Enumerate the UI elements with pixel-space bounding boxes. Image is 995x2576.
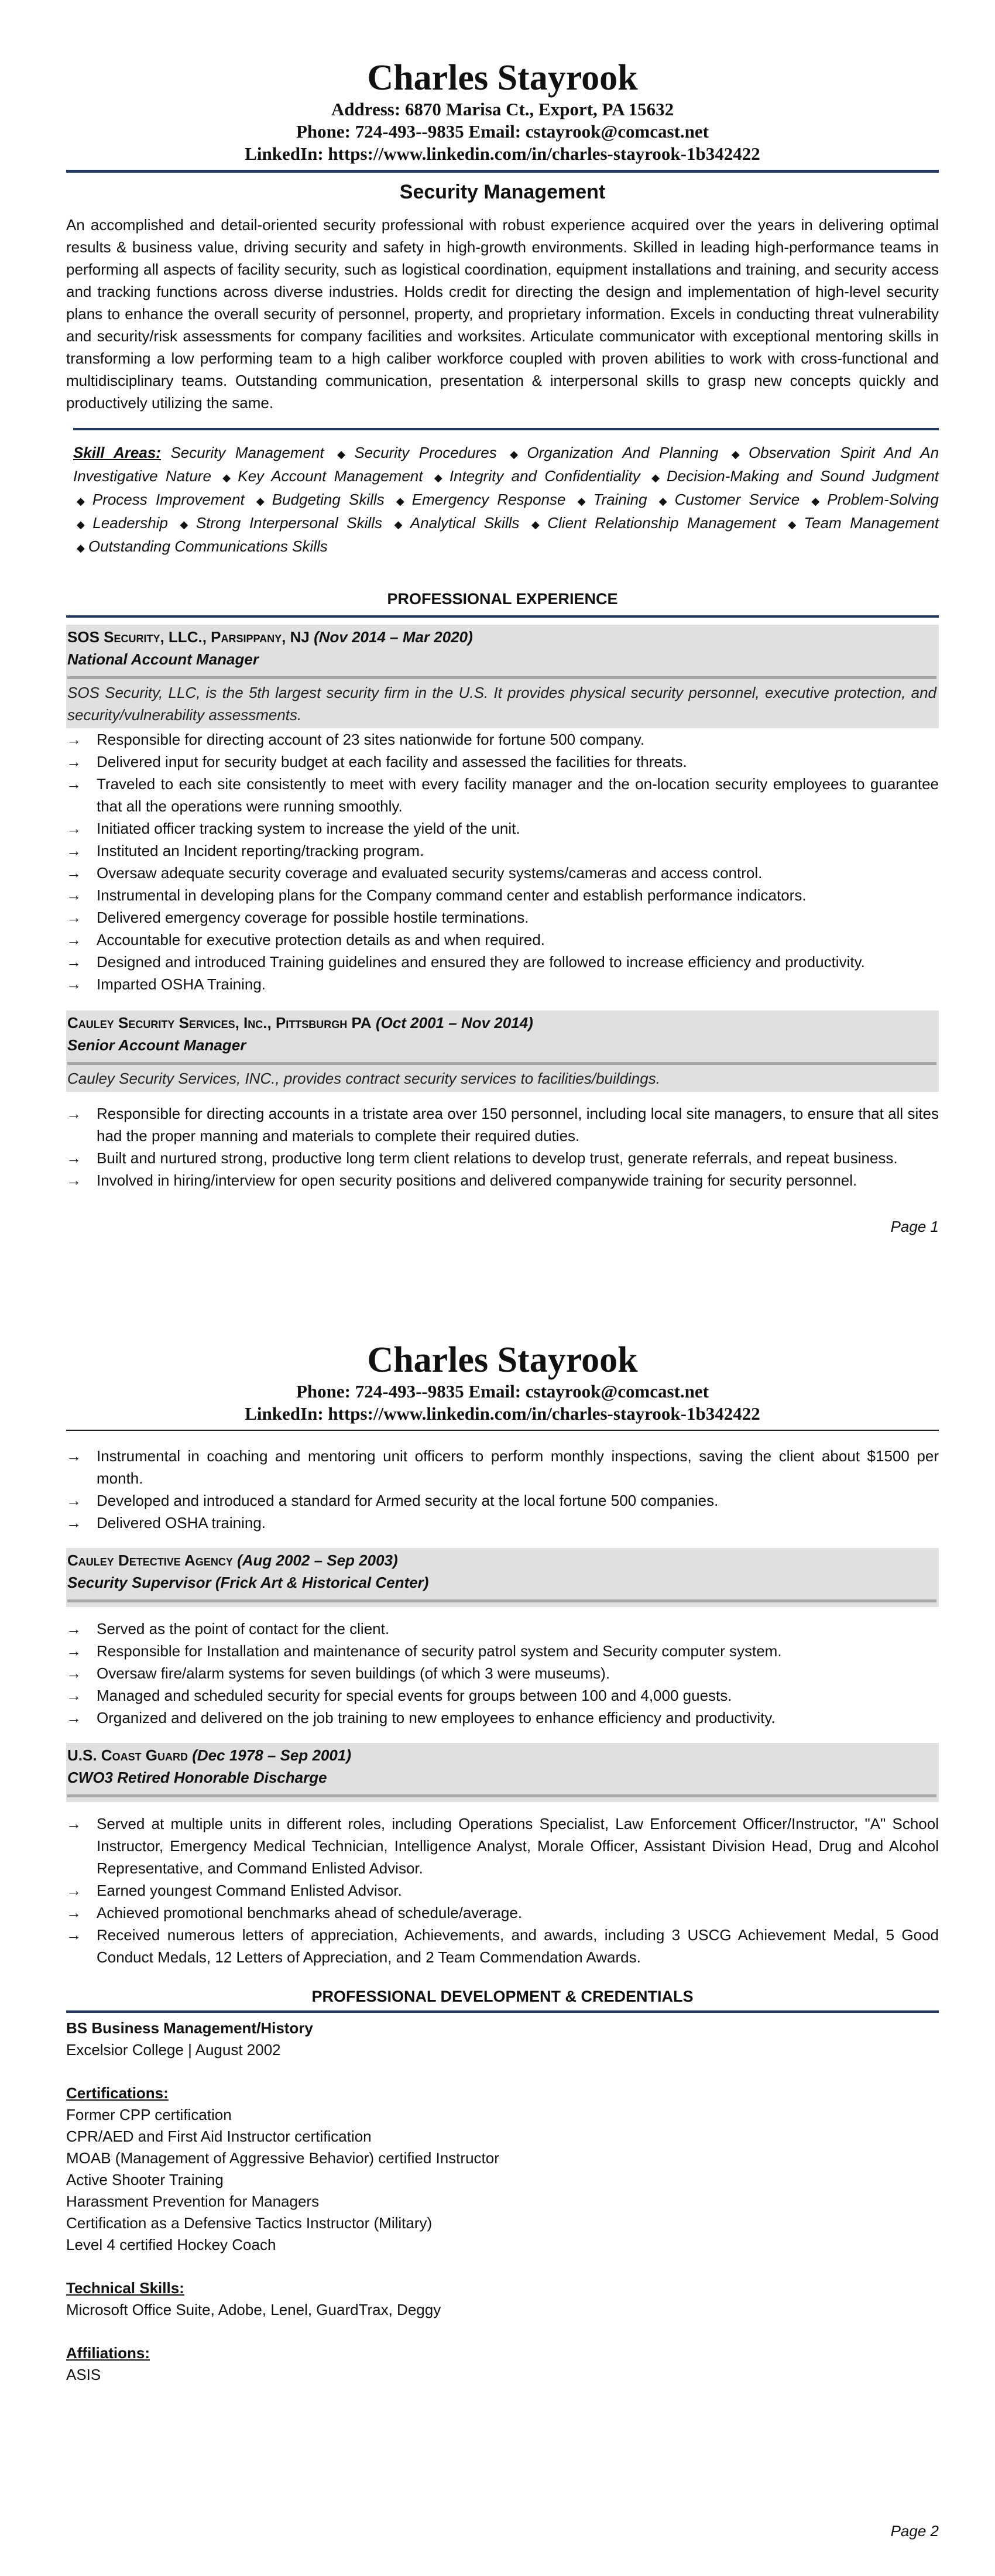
list-item [66, 1879, 939, 1902]
affiliations-label: Affiliations: [66, 2344, 150, 2362]
bullet-text: Instituted an Incident reporting/tracking program. [97, 842, 424, 859]
address: Address: 6870 Marisa Ct., Export, PA 15632 [331, 99, 674, 119]
page-number: Page 2 [890, 2522, 939, 2540]
list-item [66, 1707, 939, 1729]
bullet-text: Instrumental in developing plans for the Company command center and establish performance indicators. [97, 886, 807, 904]
skill-item: Budgeting Skills [272, 491, 385, 508]
bullet-text: Delivered input for security budget at each facility and assessed the facilities for threats. [97, 753, 687, 770]
technical-skills-label: Technical Skills: [66, 2279, 184, 2297]
list-item [66, 1640, 939, 1662]
linkedin-link[interactable]: LinkedIn: https://www.linkedin.com/in/charles-stayrook-1b342422 [245, 1403, 760, 1424]
job-cauley-detective [66, 1548, 939, 1729]
bullet-text: Built and nurtured strong, productive long term client relations to develop trust, generate referrals, and repeat business. [97, 1149, 898, 1167]
bullet-text: Delivered OSHA training. [97, 1514, 266, 1532]
right-arrow-icon: → [66, 775, 81, 793]
job-title: National Account Manager [67, 650, 259, 668]
page-number: Page 1 [890, 1218, 939, 1235]
list-item [66, 1169, 939, 1191]
job-dates: (Nov 2014 – Mar 2020) [314, 628, 473, 646]
skill-item: Outstanding Communications Skills [88, 537, 328, 555]
skill-item: Security Procedures [354, 444, 497, 461]
diamond-bullet-icon: ◆ [658, 495, 671, 507]
right-arrow-icon: → [66, 731, 81, 748]
diamond-bullet-icon: ◆ [577, 495, 590, 507]
list-item [66, 1445, 939, 1489]
list-item [66, 1489, 939, 1512]
list-item [66, 751, 939, 773]
skill-item: Decision-Making and Sound Judgment [667, 467, 939, 485]
right-arrow-icon: → [66, 1664, 81, 1682]
skill-areas [66, 442, 939, 559]
right-arrow-icon: → [66, 1926, 81, 1944]
right-arrow-icon: → [66, 1149, 81, 1167]
company-name: U.S. Coast Guard [67, 1746, 188, 1764]
right-arrow-icon: → [66, 1492, 81, 1509]
list-item [66, 773, 939, 817]
certifications-label: Certifications: [66, 2084, 169, 2102]
technical-skills: Microsoft Office Suite, Adobe, Lenel, GuardTrax, Deggy [66, 2301, 441, 2318]
list-item [66, 951, 939, 973]
bullet-text: Served at multiple units in different roles, including Operations Specialist, Law Enforcement Officer/Instructor, "A" School Instructor, Emergency Medical Technician, Intelligence Analyst, Morale Officer, Assistant Division Head, Drug and Alcohol Representative, and Command Enlisted Advisor. [97, 1815, 939, 1877]
diamond-bullet-icon: ◆ [396, 495, 409, 507]
list-item [66, 840, 939, 862]
certification-item: Harassment Prevention for Managers [66, 2193, 320, 2210]
summary: An accomplished and detail-oriented security professional with robust experience acquired over the years in delivering optimal results & business value, driving security and safety in high-growth environments. Skilled in leading high-performance teams in performing all aspects of facility security, such as logistical coordination, equipment installations and training, and security access and tracking functions across diverse industries. Holds credit for directing the design and implementation of high-level security plans to enhance the overall security of personnel, property, and proprietary information. Excels in conducting threat vulnerability and security/risk assessments for company facilities and worksites. Articulate communicator with exceptional mentoring skills in transforming a low performing team to a high caliber workforce coupled with proven abilities to work with cross-functional and multidisciplinary teams. Outstanding communication, presentation & interpersonal skills to grasp new concepts quickly and productively utilizing the same. [66, 216, 939, 412]
right-arrow-icon: → [66, 1687, 81, 1704]
right-arrow-icon: → [66, 820, 81, 837]
right-arrow-icon: → [66, 753, 81, 770]
affiliations: ASIS [66, 2366, 101, 2383]
bullet-text: Designed and introduced Training guidelines and ensured they are followed to increase efficiency and productivity. [97, 953, 865, 971]
bullet-text: Oversaw adequate security coverage and evaluated security systems/cameras and access control. [97, 864, 763, 882]
right-arrow-icon: → [66, 1105, 81, 1122]
skill-item: Observation Spirit And An Investigative Nature [73, 444, 939, 485]
phone-email: Phone: 724-493--9835 Email: cstayrook@comcast.net [296, 1381, 709, 1402]
company-line [67, 626, 936, 648]
resume-header [66, 57, 939, 1191]
bullet-text: Responsible for directing accounts in a tristate area over 150 personnel, including local site managers, to ensure that all sites had the proper manning and materials to complete their required duties. [97, 1105, 939, 1145]
section-title-credentials: PROFESSIONAL DEVELOPMENT & CREDENTIALS [311, 1988, 694, 2005]
list-item [66, 1512, 939, 1534]
skill-areas-label: Skill Areas: [73, 444, 161, 461]
job-dates: (Oct 2001 – Nov 2014) [375, 1014, 533, 1032]
skill-item: Key Account Management [238, 467, 423, 485]
phone-email: Phone: 724-493--9835 Email: cstayrook@comcast.net [296, 121, 709, 142]
skill-item: Client Relationship Management [547, 514, 776, 532]
job-title: CWO3 Retired Honorable Discharge [67, 1769, 327, 1786]
job-bullets [66, 728, 939, 995]
list-item [66, 1684, 939, 1707]
right-arrow-icon: → [66, 1642, 81, 1660]
list-item [66, 862, 939, 884]
section-title-experience: PROFESSIONAL EXPERIENCE [387, 590, 618, 608]
skill-item: Strong Interpersonal Skills [195, 514, 382, 532]
job-bullets [66, 1813, 939, 1968]
right-arrow-icon: → [66, 1514, 81, 1532]
diamond-bullet-icon: ◆ [337, 448, 351, 460]
divider [67, 1599, 936, 1602]
certification-item: Former CPP certification [66, 2106, 232, 2123]
headline: Security Management [399, 181, 606, 203]
diamond-bullet-icon: ◆ [394, 519, 407, 530]
divider [66, 2010, 939, 2013]
list-item [66, 973, 939, 995]
bullet-text: Developed and introduced a standard for Armed security at the local fortune 500 companies. [97, 1492, 719, 1509]
certification-item: Active Shooter Training [66, 2171, 224, 2188]
diamond-bullet-icon: ◆ [222, 472, 235, 484]
job-us-coast-guard [66, 1743, 939, 1968]
company-line [67, 1744, 936, 1766]
resume-page-2 [0, 1288, 995, 2576]
bullet-text: Managed and scheduled security for special events for groups between 100 and 4,000 guests. [97, 1687, 732, 1704]
skill-item: Problem-Solving [827, 491, 939, 508]
job-bullets [66, 1618, 939, 1729]
right-arrow-icon: → [66, 1709, 81, 1727]
candidate-name: Charles Stayrook [367, 58, 638, 98]
job-dates: (Aug 2002 – Sep 2003) [237, 1551, 398, 1569]
job-cauley-security [66, 1010, 939, 1191]
right-arrow-icon: → [66, 1620, 81, 1638]
list-item [66, 929, 939, 951]
divider [67, 1794, 936, 1797]
skill-item: Process Improvement [92, 491, 245, 508]
list-item [66, 817, 939, 840]
list-item [66, 884, 939, 906]
right-arrow-icon: → [66, 931, 81, 948]
right-arrow-icon: → [66, 1447, 81, 1465]
job-header [66, 1743, 939, 1802]
right-arrow-icon: → [66, 842, 81, 859]
bullet-text: Organized and delivered on the job training to new employees to enhance efficiency and productivity. [97, 1709, 776, 1727]
bullet-text: Received numerous letters of appreciation, Achievements, and awards, including 3 USCG Achievement Medal, 5 Good Conduct Medals, 12 Letters of Appreciation, and 2 Team Commendation Awards. [97, 1926, 939, 1966]
resume-header [66, 1340, 939, 2386]
list-item [66, 1147, 939, 1169]
company-description: Cauley Security Services, INC., provides contract security services to facilities/buildings. [67, 1070, 660, 1087]
certifications-list [66, 2104, 939, 2256]
diamond-bullet-icon: ◆ [180, 519, 193, 530]
bullet-text: Responsible for directing account of 23 sites nationwide for fortune 500 company. [97, 731, 645, 748]
job-header [66, 1548, 939, 1607]
credentials [66, 2017, 939, 2386]
job-header [66, 625, 939, 728]
bullet-text: Achieved promotional benchmarks ahead of schedule/average. [97, 1904, 523, 1921]
company-line [67, 1549, 936, 1571]
bullet-text: Accountable for executive protection details as and when required. [97, 931, 545, 948]
list-item [66, 1662, 939, 1684]
linkedin-link[interactable]: LinkedIn: https://www.linkedin.com/in/charles-stayrook-1b342422 [245, 143, 760, 164]
right-arrow-icon: → [66, 975, 81, 993]
skill-item: Integrity and Confidentiality [449, 467, 640, 485]
certification-item: Level 4 certified Hockey Coach [66, 2236, 276, 2253]
job-bullets [66, 1102, 939, 1191]
right-arrow-icon: → [66, 1815, 81, 1832]
diamond-bullet-icon: ◆ [256, 495, 269, 507]
right-arrow-icon: → [66, 1882, 81, 1899]
job-title: Security Supervisor (Frick Art & Historical Center) [67, 1574, 429, 1591]
bullet-text: Traveled to each site consistently to meet with every facility manager and the on-location security employees to guarantee that all the operations were running smoothly. [97, 775, 939, 815]
degree: BS Business Management/History [66, 2019, 313, 2037]
list-item [66, 728, 939, 751]
job-sos-security [66, 625, 939, 995]
right-arrow-icon: → [66, 909, 81, 926]
job-cauley-security-continued [66, 1445, 939, 1534]
list-item [66, 1924, 939, 1968]
diamond-bullet-icon: ◆ [811, 495, 824, 507]
skill-item: Training [593, 491, 647, 508]
diamond-bullet-icon: ◆ [731, 448, 745, 460]
diamond-bullet-icon: ◆ [510, 448, 524, 460]
skill-item: Security Management [170, 444, 324, 461]
skill-item: Leadership [92, 514, 168, 532]
job-dates: (Dec 1978 – Sep 2001) [192, 1746, 351, 1764]
company-line [67, 1012, 936, 1034]
bullet-text: Instrumental in coaching and mentoring unit officers to perform monthly inspections, saving the client about $1500 per month. [97, 1447, 939, 1487]
skill-item: Customer Service [674, 491, 800, 508]
certification-item: CPR/AED and First Aid Instructor certification [66, 2128, 372, 2145]
diamond-bullet-icon: ◆ [77, 519, 90, 530]
diamond-bullet-icon: ◆ [77, 542, 85, 554]
diamond-bullet-icon: ◆ [788, 519, 801, 530]
bullet-text: Served as the point of contact for the client. [97, 1620, 390, 1638]
divider [67, 1062, 936, 1065]
bullet-text: Imparted OSHA Training. [97, 975, 266, 993]
divider [73, 428, 939, 430]
bullet-text: Involved in hiring/interview for open security positions and delivered companywide training for security personnel. [97, 1171, 857, 1189]
skill-item: Team Management [804, 514, 939, 532]
right-arrow-icon: → [66, 1904, 81, 1921]
list-item [66, 1102, 939, 1147]
list-item [66, 1813, 939, 1879]
divider [66, 615, 939, 618]
divider [66, 170, 939, 173]
skill-item: Emergency Response [411, 491, 566, 508]
right-arrow-icon: → [66, 953, 81, 971]
company-description: SOS Security, LLC, is the 5th largest security firm in the U.S. It provides physical security personnel, executive protection, and security/vulnerability assessments. [67, 684, 936, 724]
bullet-text: Responsible for Installation and maintenance of security patrol system and Security computer system. [97, 1642, 782, 1660]
company-name: Cauley Detective Agency [67, 1551, 233, 1569]
divider [67, 676, 936, 679]
bullet-text: Delivered emergency coverage for possible hostile terminations. [97, 909, 529, 926]
job-title: Senior Account Manager [67, 1036, 246, 1054]
bullet-text: Initiated officer tracking system to increase the yield of the unit. [97, 820, 520, 837]
candidate-name: Charles Stayrook [367, 1340, 638, 1380]
company-name: SOS Security, LLC., Parsippany, NJ [67, 628, 310, 646]
skill-item: Analytical Skills [410, 514, 520, 532]
diamond-bullet-icon: ◆ [77, 495, 89, 507]
list-item [66, 1618, 939, 1640]
job-header [66, 1010, 939, 1092]
school: Excelsior College | August 2002 [66, 2041, 281, 2058]
diamond-bullet-icon: ◆ [531, 519, 544, 530]
diamond-bullet-icon: ◆ [434, 472, 446, 484]
skill-item: Organization And Planning [527, 444, 719, 461]
right-arrow-icon: → [66, 886, 81, 904]
diamond-bullet-icon: ◆ [651, 472, 664, 484]
right-arrow-icon: → [66, 1171, 81, 1189]
divider [66, 1430, 939, 1431]
certification-item: MOAB (Management of Aggressive Behavior) certified Instructor [66, 2149, 499, 2167]
list-item [66, 906, 939, 929]
right-arrow-icon: → [66, 864, 81, 882]
certification-item: Certification as a Defensive Tactics Instructor (Military) [66, 2214, 433, 2232]
company-name: Cauley Security Services, Inc., Pittsburgh PA [67, 1014, 372, 1032]
bullet-text: Earned youngest Command Enlisted Advisor. [97, 1882, 402, 1899]
bullet-text: Oversaw fire/alarm systems for seven buildings (of which 3 were museums). [97, 1664, 610, 1682]
list-item [66, 1902, 939, 1924]
